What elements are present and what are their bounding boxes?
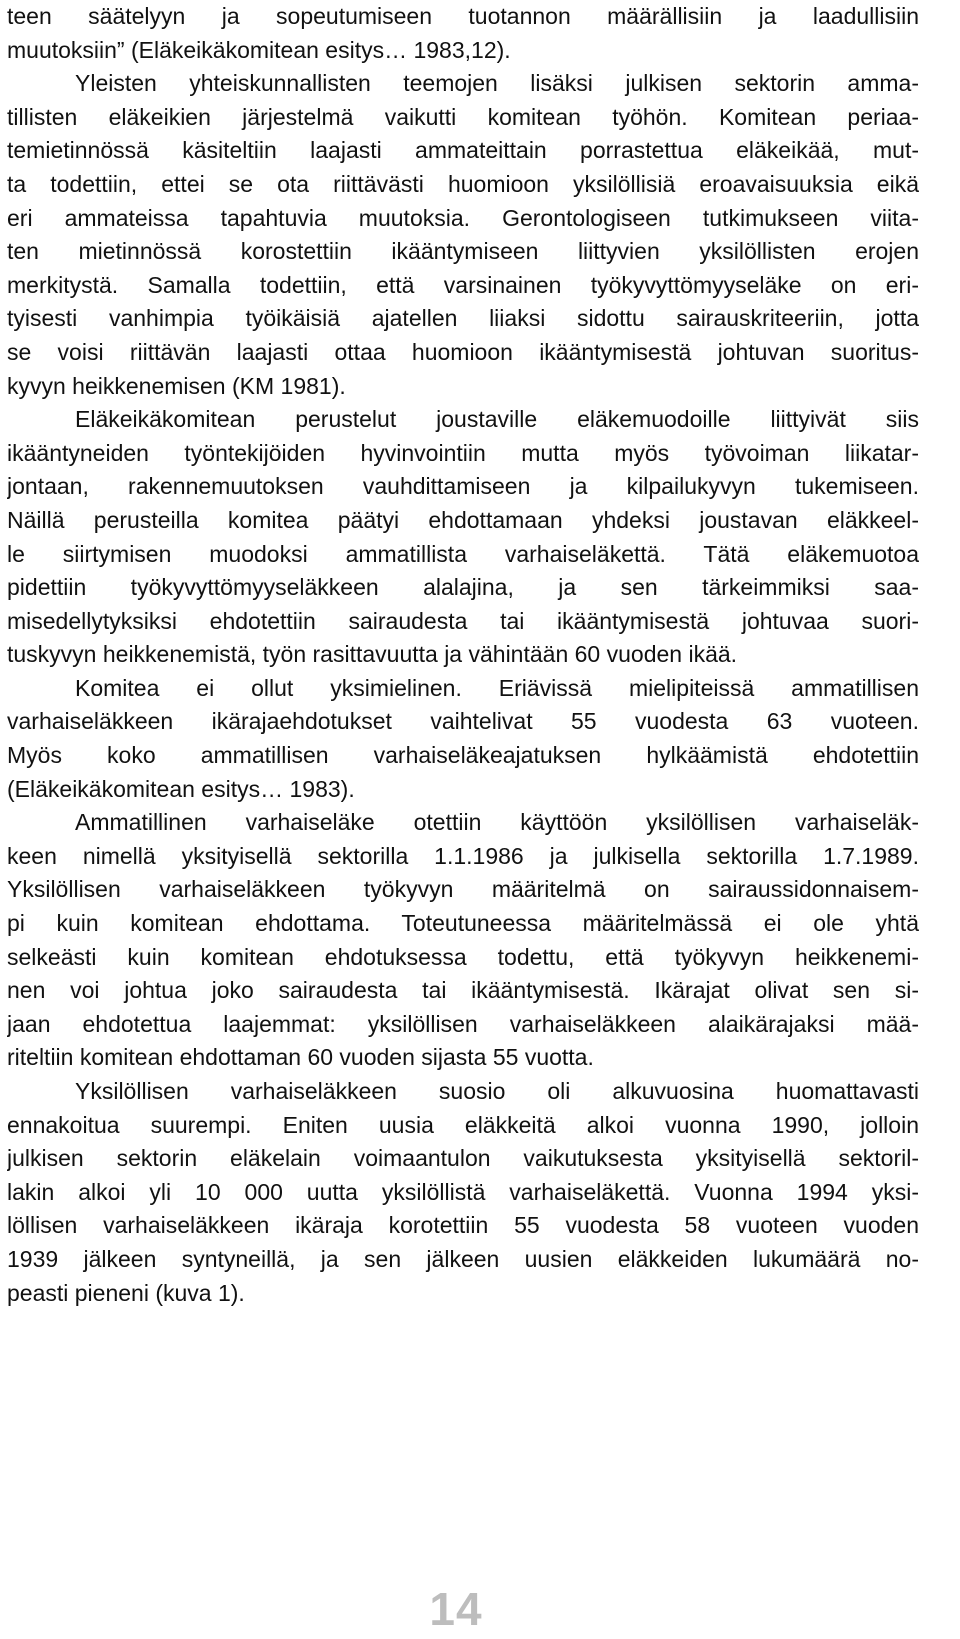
text-line: Yksilöllisen varhaiseläkkeen suosio oli alkuvuosina huomattavasti bbox=[75, 1078, 919, 1104]
text-line: ennakoitua suurempi. Eniten uusia eläkkeitä alkoi vuonna 1990, jolloin bbox=[7, 1111, 919, 1138]
text-line: lakin alkoi yli 10 000 uutta yksilöllistä varhaiseläkettä. Vuonna 1994 yksi- bbox=[7, 1178, 919, 1205]
text-line: tillisten eläkeikien järjestelmä vaikutti komitean työhön. Komitean periaa- bbox=[7, 103, 919, 130]
text-line: löllisen varhaiseläkkeen ikäraja korotettiin 55 vuodesta 58 vuoteen vuoden bbox=[7, 1212, 919, 1239]
text-line: Näillä perusteilla komitea päätyi ehdottamaan yhdeksi joustavan eläkkeel- bbox=[7, 506, 919, 533]
text-line: temietinnössä käsiteltiin laajasti ammateittain porrastettua eläkeikää, mut- bbox=[7, 137, 919, 164]
text-line: Yksilöllisen varhaiseläkkeen työkyvyn määritelmä on sairaussidonnaisem- bbox=[7, 876, 919, 903]
text-line: teen säätelyyn ja sopeutumiseen tuotannon määrällisiin ja laadullisiin bbox=[7, 3, 919, 29]
text-line: jaan ehdotettua laajemmat: yksilöllisen varhaiseläkkeen alaikärajaksi mää- bbox=[7, 1010, 919, 1037]
text-line: ikääntyneiden työntekijöiden hyvinvointiin mutta myös työvoiman liikatar- bbox=[7, 439, 919, 466]
text-line: ta todettiin, ettei se ota riittävästi huomioon yksilöllisiä eroavaisuuksia eikä bbox=[7, 170, 919, 197]
text-line: Myös koko ammatillisen varhaiseläkeajatuksen hylkäämistä ehdotettiin bbox=[7, 742, 919, 769]
text-line: se voisi riittävän laajasti ottaa huomioon ikääntymisestä johtuvan suoritus- bbox=[7, 338, 919, 365]
text-line: eri ammateissa tapahtuvia muutoksia. Gerontologiseen tutkimukseen viita- bbox=[7, 204, 919, 231]
text-line: misedellytyksiksi ehdotettiin sairaudesta tai ikääntymisestä johtuvaa suori- bbox=[7, 607, 919, 634]
text-line: tyisesti vanhimpia työikäisiä ajatellen liiaksi sidottu sairauskriteeriin, jotta bbox=[7, 305, 919, 332]
text-line: Eläkeikäkomitean perustelut joustaville eläkemuodoille liittyivät siis bbox=[75, 406, 919, 433]
text-line: pi kuin komitean ehdottama. Toteutuneessa määritelmässä ei ole yhtä bbox=[7, 910, 919, 937]
text-line: peasti pieneni (kuva 1). bbox=[7, 1279, 245, 1306]
text-line: pidettiin työkyvyttömyyseläkkeen alalajina, ja sen tärkeimmiksi saa- bbox=[7, 574, 919, 601]
text-line: 1939 jälkeen syntyneillä, ja sen jälkeen uusien eläkkeiden lukumäärä no- bbox=[7, 1245, 919, 1272]
text-line: Yleisten yhteiskunnallisten teemojen lisäksi julkisen sektorin amma- bbox=[75, 70, 919, 97]
text-line: riteltiin komitean ehdottaman 60 vuoden sijasta 55 vuotta. bbox=[7, 1044, 594, 1071]
text-line: julkisen sektorin eläkelain voimaantulon vaikutuksesta yksityisellä sektoril- bbox=[7, 1145, 919, 1172]
page-number: 14 bbox=[429, 1583, 483, 1635]
text-line: keen nimellä yksityisellä sektorilla 1.1.1986 ja julkisella sektorilla 1.7.1989. bbox=[7, 842, 919, 869]
text-line: Ammatillinen varhaiseläke otettiin käyttöön yksilöllisen varhaiseläk- bbox=[75, 809, 919, 836]
text-line: merkitystä. Samalla todettiin, että varsinainen työkyvyttömyyseläke on eri- bbox=[7, 271, 919, 298]
text-line: varhaiseläkkeen ikärajaehdotukset vaihtelivat 55 vuodesta 63 vuoteen. bbox=[7, 708, 919, 735]
text-line: selkeästi kuin komitean ehdotuksessa todettu, että työkyvyn heikkenemi- bbox=[7, 943, 919, 970]
text-line: (Eläkeikäkomitean esitys… 1983). bbox=[7, 775, 355, 802]
text-line: ten mietinnössä korostettiin ikääntymiseen liittyvien yksilöllisten erojen bbox=[7, 238, 919, 265]
text-line: tuskyvyn heikkenemistä, työn rasittavuutta ja vähintään 60 vuoden ikää. bbox=[7, 641, 738, 668]
text-line: kyvyn heikkenemisen (KM 1981). bbox=[7, 372, 346, 399]
page-body bbox=[7, 0, 919, 1310]
text-line: nen voi johtua joko sairaudesta tai ikääntymisestä. Ikärajat olivat sen si- bbox=[7, 977, 919, 1004]
text-line: le siirtymisen muodoksi ammatillista varhaiseläkettä. Tätä eläkemuotoa bbox=[7, 540, 919, 567]
text-line: Komitea ei ollut yksimielinen. Eriävissä mielipiteissä ammatillisen bbox=[75, 674, 919, 701]
text-line: muutoksiin” (Eläkeikäkomitean esitys… 1983,12). bbox=[7, 36, 511, 63]
text-line: jontaan, rakennemuutoksen vauhdittamiseen ja kilpailukyvyn tukemiseen. bbox=[7, 473, 919, 500]
